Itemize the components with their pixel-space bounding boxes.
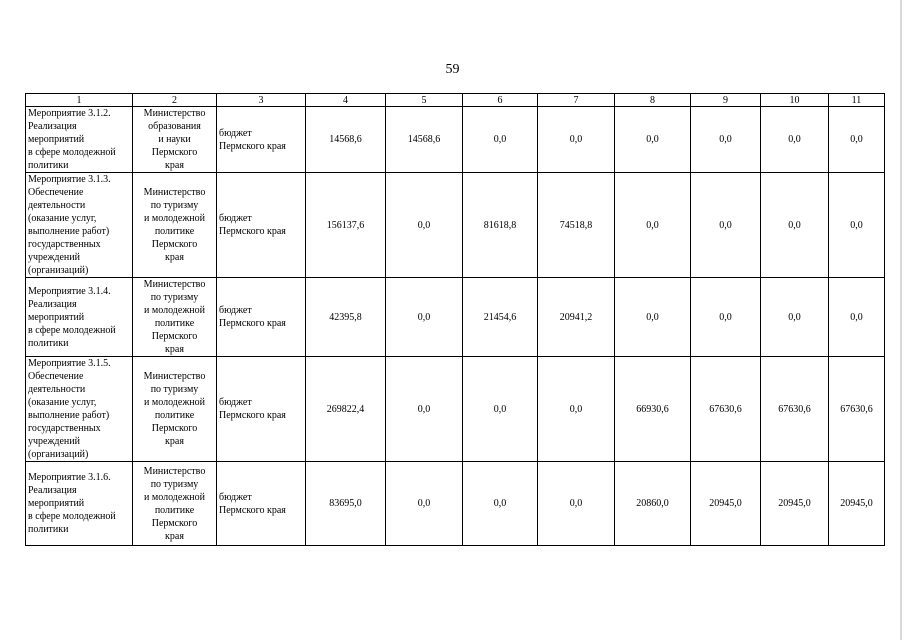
executor-cell-line: Пермского [151, 147, 198, 158]
column-header-10: 10 [761, 94, 829, 107]
activity-name-cell [26, 278, 133, 357]
activity-name-cell-line: Реализация [28, 298, 77, 310]
table-row [26, 357, 885, 462]
activity-name-cell-line: государственных [28, 239, 101, 250]
executor-cell-line: по туризму [150, 478, 199, 490]
executor-cell-line: и молодежной [144, 213, 205, 224]
activity-name-cell-line: Мероприятие 3.1.2. [28, 108, 111, 119]
executor-cell-line: края [165, 530, 184, 542]
value-cell-col-7: 20941,2 [538, 278, 615, 357]
column-header-7: 7 [538, 94, 615, 107]
activity-name-cell-line: учреждений [28, 436, 80, 447]
executor-cell-line: края [165, 252, 184, 263]
funding-source-cell-line: бюджет [219, 127, 252, 139]
value-cell-col-5: 0,0 [386, 462, 463, 546]
value-cell-col-10: 0,0 [761, 173, 829, 278]
value-cell-col-10: 0,0 [761, 278, 829, 357]
value-cell-col-4: 42395,8 [306, 278, 386, 357]
table-row [26, 462, 885, 546]
executor-cell-line: Пермского [151, 331, 198, 342]
scan-edge-shadow [900, 0, 902, 640]
funding-source-cell-line: бюджет [219, 397, 252, 408]
activity-name-cell-line: (оказание услуг, [28, 397, 97, 408]
executor-cell-line: и молодежной [144, 305, 205, 316]
value-cell-col-9: 67630,6 [691, 357, 761, 462]
funding-source-cell-line: Пермского края [219, 410, 286, 421]
value-cell-col-11: 67630,6 [829, 357, 885, 462]
value-cell-col-6: 0,0 [463, 462, 538, 546]
executor-cell [133, 107, 217, 173]
executor-cell [133, 173, 217, 278]
activity-name-cell-line: деятельности [28, 384, 86, 395]
funding-source-cell [217, 107, 306, 173]
value-cell-col-6: 81618,8 [463, 173, 538, 278]
funding-source-cell-line: Пермского края [219, 140, 286, 152]
executor-cell-line: политике [154, 410, 195, 421]
activity-name-cell-line: Обеспечение [28, 371, 84, 382]
column-header-3: 3 [217, 94, 306, 107]
funding-source-cell [217, 357, 306, 462]
executor-cell [133, 462, 217, 546]
funding-source-cell [217, 173, 306, 278]
executor-cell-line: Министерство [143, 465, 206, 477]
executor-cell-line: политике [154, 226, 195, 237]
executor-cell-line: Пермского [151, 517, 198, 529]
funding-source-cell-line: бюджет [219, 305, 252, 316]
value-cell-col-4: 269822,4 [306, 357, 386, 462]
value-cell-col-8: 0,0 [615, 278, 691, 357]
funding-source-cell-line: Пермского края [219, 504, 286, 516]
value-cell-col-6: 0,0 [463, 107, 538, 173]
activity-name-cell-line: Мероприятие 3.1.4. [28, 285, 111, 297]
executor-cell-line: Министерство [143, 371, 206, 382]
activity-name-cell-line: выполнение работ) [28, 410, 110, 421]
activity-name-cell-line: в сфере молодежной [28, 324, 116, 336]
activity-name-cell [26, 357, 133, 462]
value-cell-col-4: 83695,0 [306, 462, 386, 546]
value-cell-col-9: 0,0 [691, 278, 761, 357]
activity-name-cell-line: Реализация [28, 121, 77, 132]
value-cell-col-10: 0,0 [761, 107, 829, 173]
activity-name-cell-line: государственных [28, 423, 101, 434]
activity-name-cell-line: политики [28, 160, 69, 171]
column-header-9: 9 [691, 94, 761, 107]
funding-source-cell [217, 278, 306, 357]
activity-name-cell-line: политики [28, 337, 69, 349]
executor-cell-line: по туризму [150, 384, 199, 395]
activity-name-cell-line: (организаций) [28, 449, 89, 460]
activity-name-cell-line: мероприятий [28, 311, 85, 323]
executor-cell-line: и науки [158, 134, 191, 145]
activity-name-cell-line: в сфере молодежной [28, 147, 116, 158]
executor-cell-line: края [165, 344, 184, 355]
column-header-5: 5 [386, 94, 463, 107]
page-number: 59 [445, 62, 460, 77]
value-cell-col-5: 0,0 [386, 173, 463, 278]
table-row [26, 107, 885, 173]
value-cell-col-8: 66930,6 [615, 357, 691, 462]
table-body [26, 107, 885, 546]
executor-cell-line: Пермского [151, 239, 198, 250]
executor-cell-line: края [165, 436, 184, 447]
value-cell-col-7: 74518,8 [538, 173, 615, 278]
value-cell-col-10: 20945,0 [761, 462, 829, 546]
header-row [26, 94, 885, 107]
executor-cell-line: Министерство [143, 279, 206, 290]
activity-name-cell-line: Мероприятие 3.1.6. [28, 472, 111, 483]
value-cell-col-7: 0,0 [538, 357, 615, 462]
executor-cell-line: по туризму [150, 292, 199, 303]
value-cell-col-6: 0,0 [463, 357, 538, 462]
executor-cell-line: Министерство [143, 108, 206, 119]
value-cell-col-9: 0,0 [691, 107, 761, 173]
value-cell-col-5: 0,0 [386, 278, 463, 357]
activity-name-cell-line: Реализация [28, 485, 77, 496]
activity-name-cell-line: (оказание услуг, [28, 213, 97, 224]
executor-cell-line: образования [148, 121, 201, 132]
executor-cell-line: Министерство [143, 187, 206, 198]
value-cell-col-7: 0,0 [538, 462, 615, 546]
table-header [26, 94, 885, 107]
value-cell-col-4: 14568,6 [306, 107, 386, 173]
table-row [26, 173, 885, 278]
value-cell-col-6: 21454,6 [463, 278, 538, 357]
executor-cell-line: и молодежной [144, 491, 205, 503]
column-header-11: 11 [829, 94, 885, 107]
funding-source-cell [217, 462, 306, 546]
executor-cell [133, 278, 217, 357]
executor-cell [133, 357, 217, 462]
executor-cell-line: и молодежной [144, 397, 205, 408]
activity-name-cell-line: выполнение работ) [28, 226, 110, 237]
value-cell-col-8: 0,0 [615, 173, 691, 278]
activity-name-cell-line: деятельности [28, 200, 86, 211]
executor-cell-line: политике [154, 318, 195, 329]
budget-table [25, 93, 885, 546]
column-header-1: 1 [26, 94, 133, 107]
funding-source-cell-line: Пермского края [219, 226, 286, 237]
value-cell-col-11: 0,0 [829, 173, 885, 278]
activity-name-cell-line: Мероприятие 3.1.3. [28, 174, 111, 185]
value-cell-col-11: 0,0 [829, 278, 885, 357]
value-cell-col-5: 0,0 [386, 357, 463, 462]
column-header-4: 4 [306, 94, 386, 107]
activity-name-cell-line: политики [28, 524, 69, 535]
value-cell-col-9: 20945,0 [691, 462, 761, 546]
executor-cell-line: края [165, 160, 184, 171]
value-cell-col-9: 0,0 [691, 173, 761, 278]
activity-name-cell-line: мероприятий [28, 498, 85, 509]
value-cell-col-11: 0,0 [829, 107, 885, 173]
executor-cell-line: политике [154, 504, 195, 516]
table-row [26, 278, 885, 357]
value-cell-col-11: 20945,0 [829, 462, 885, 546]
column-header-2: 2 [133, 94, 217, 107]
activity-name-cell-line: мероприятий [28, 134, 85, 145]
funding-source-cell-line: бюджет [219, 213, 252, 224]
column-header-6: 6 [463, 94, 538, 107]
funding-source-cell-line: Пермского края [219, 318, 286, 329]
activity-name-cell-line: в сфере молодежной [28, 511, 116, 522]
value-cell-col-8: 20860,0 [615, 462, 691, 546]
value-cell-col-10: 67630,6 [761, 357, 829, 462]
activity-name-cell [26, 173, 133, 278]
activity-name-cell-line: (организаций) [28, 265, 89, 276]
value-cell-col-7: 0,0 [538, 107, 615, 173]
executor-cell-line: Пермского [151, 423, 198, 434]
activity-name-cell-line: учреждений [28, 252, 80, 263]
value-cell-col-8: 0,0 [615, 107, 691, 173]
activity-name-cell-line: Мероприятие 3.1.5. [28, 358, 111, 369]
funding-source-cell-line: бюджет [219, 491, 252, 503]
executor-cell-line: по туризму [150, 200, 199, 211]
column-header-8: 8 [615, 94, 691, 107]
activity-name-cell-line: Обеспечение [28, 187, 84, 198]
value-cell-col-4: 156137,6 [306, 173, 386, 278]
activity-name-cell [26, 107, 133, 173]
activity-name-cell [26, 462, 133, 546]
value-cell-col-5: 14568,6 [386, 107, 463, 173]
